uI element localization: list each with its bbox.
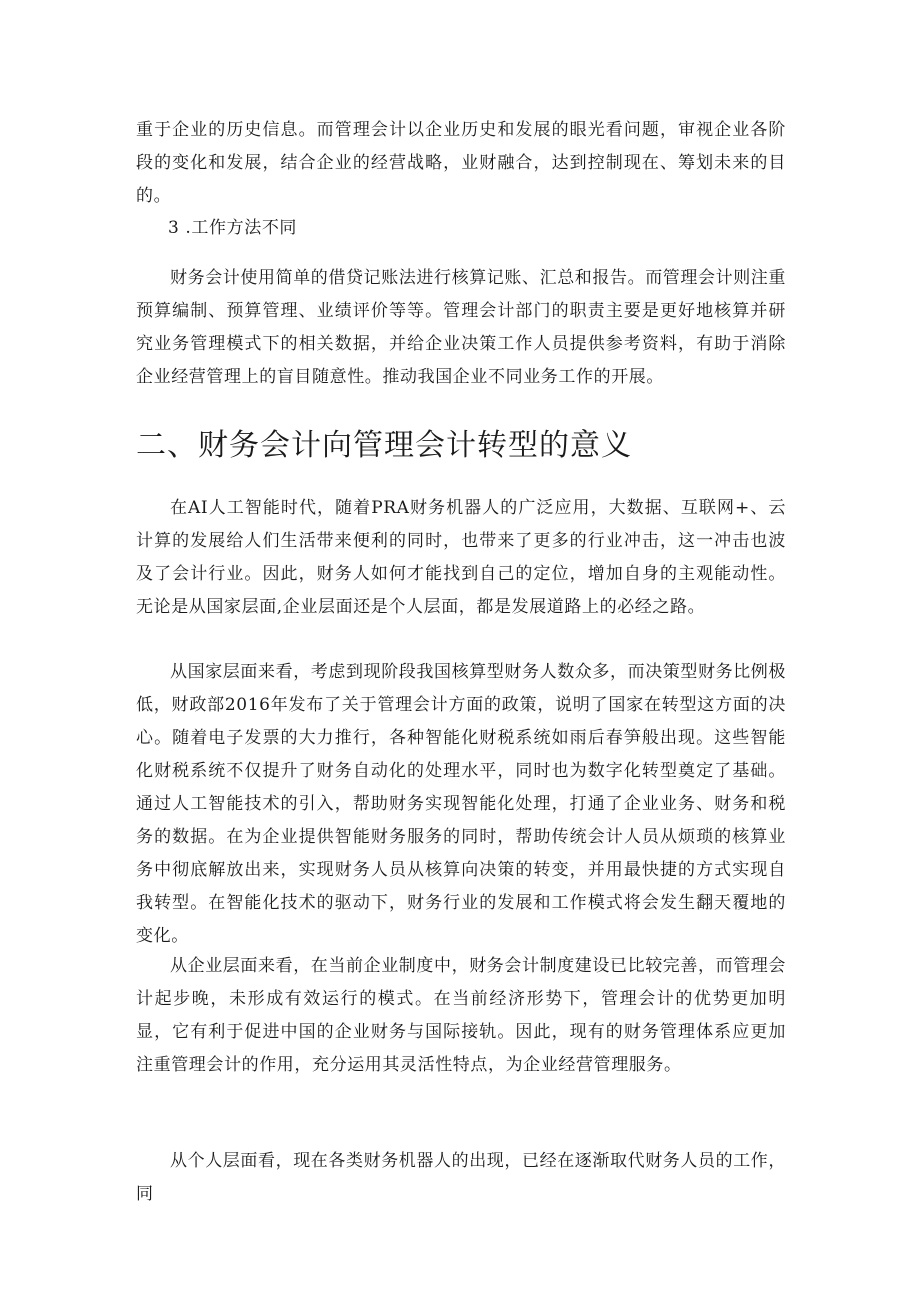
- paragraph-national-level: 从国家层面来看，考虑到现阶段我国核算型财务人数众多，而决策型财务比例极低，财政部2016年发布了关于管理会计方面的政策，说明了国家在转型这方面的决心。随着电子发票的大力推行，各种智能化财税系统如雨后春笋般出现。这些智能化财税系统不仅提升了财务自动化的处理水平，同时也为数字化转型奠定了基础。通过人工智能技术的引入，帮助财务实现智能化处理，打通了企业业务、财务和税务的数据。在为企业提供智能财务服务的同时，帮助传统会计人员从烦琐的核算业务中彻底解放出来，实现财务人员从核算向决策的转变，并用最快捷的方式实现自我转型。在智能化技术的驱动下，财务行业的发展和工作模式将会发生翻天覆地的变化。: [136, 662, 786, 946]
- paragraph-individual-level: 从个人层面看，现在各类财务机器人的出现，已经在逐渐取代财务人员的工作，同: [136, 1151, 786, 1204]
- paragraph-ai-era: 在AI人工智能时代，随着PRA财务机器人的广泛应用，大数据、互联网+、云计算的发展给人们生活带来便利的同时，也带来了更多的行业冲击，这一冲击也波及了会计行业。因此，财务人如何才能找到自己的定位，增加自身的主观能动性。无论是从国家层面,企业层面还是个人层面，都是发展道路上的必经之路。: [136, 498, 786, 617]
- subheading-work-methods: 3 .工作方法不同: [168, 218, 298, 238]
- paragraph-work-methods: 财务会计使用简单的借贷记账法进行核算记账、汇总和报告。而管理会计则注重预算编制、预算管理、业绩评价等等。管理会计部门的职责主要是更好地核算并研究业务管理模式下的相关数据，并给企业决策工作人员提供参考资料，有助于消除企业经营管理上的盲目随意性。推动我国企业不同业务工作的开展。: [136, 268, 786, 387]
- paragraph-enterprise-level: 从企业层面来看，在当前企业制度中，财务会计制度建设已比较完善，而管理会计起步晚，未形成有效运行的模式。在当前经济形势下，管理会计的优势更加明显，它有利于促进中国的企业财务与国际接轨。因此，现有的财务管理体系应更加注重管理会计的作用，充分运用其灵活性特点，为企业经营管理服务。: [136, 956, 786, 1075]
- paragraph-history-info: 重于企业的历史信息。而管理会计以企业历史和发展的眼光看问题，审视企业各阶段的变化和发展，结合企业的经营战略，业财融合，达到控制现在、筹划未来的目的。: [136, 120, 786, 206]
- section-heading-transformation-significance: 二、财务会计向管理会计转型的意义: [136, 428, 632, 463]
